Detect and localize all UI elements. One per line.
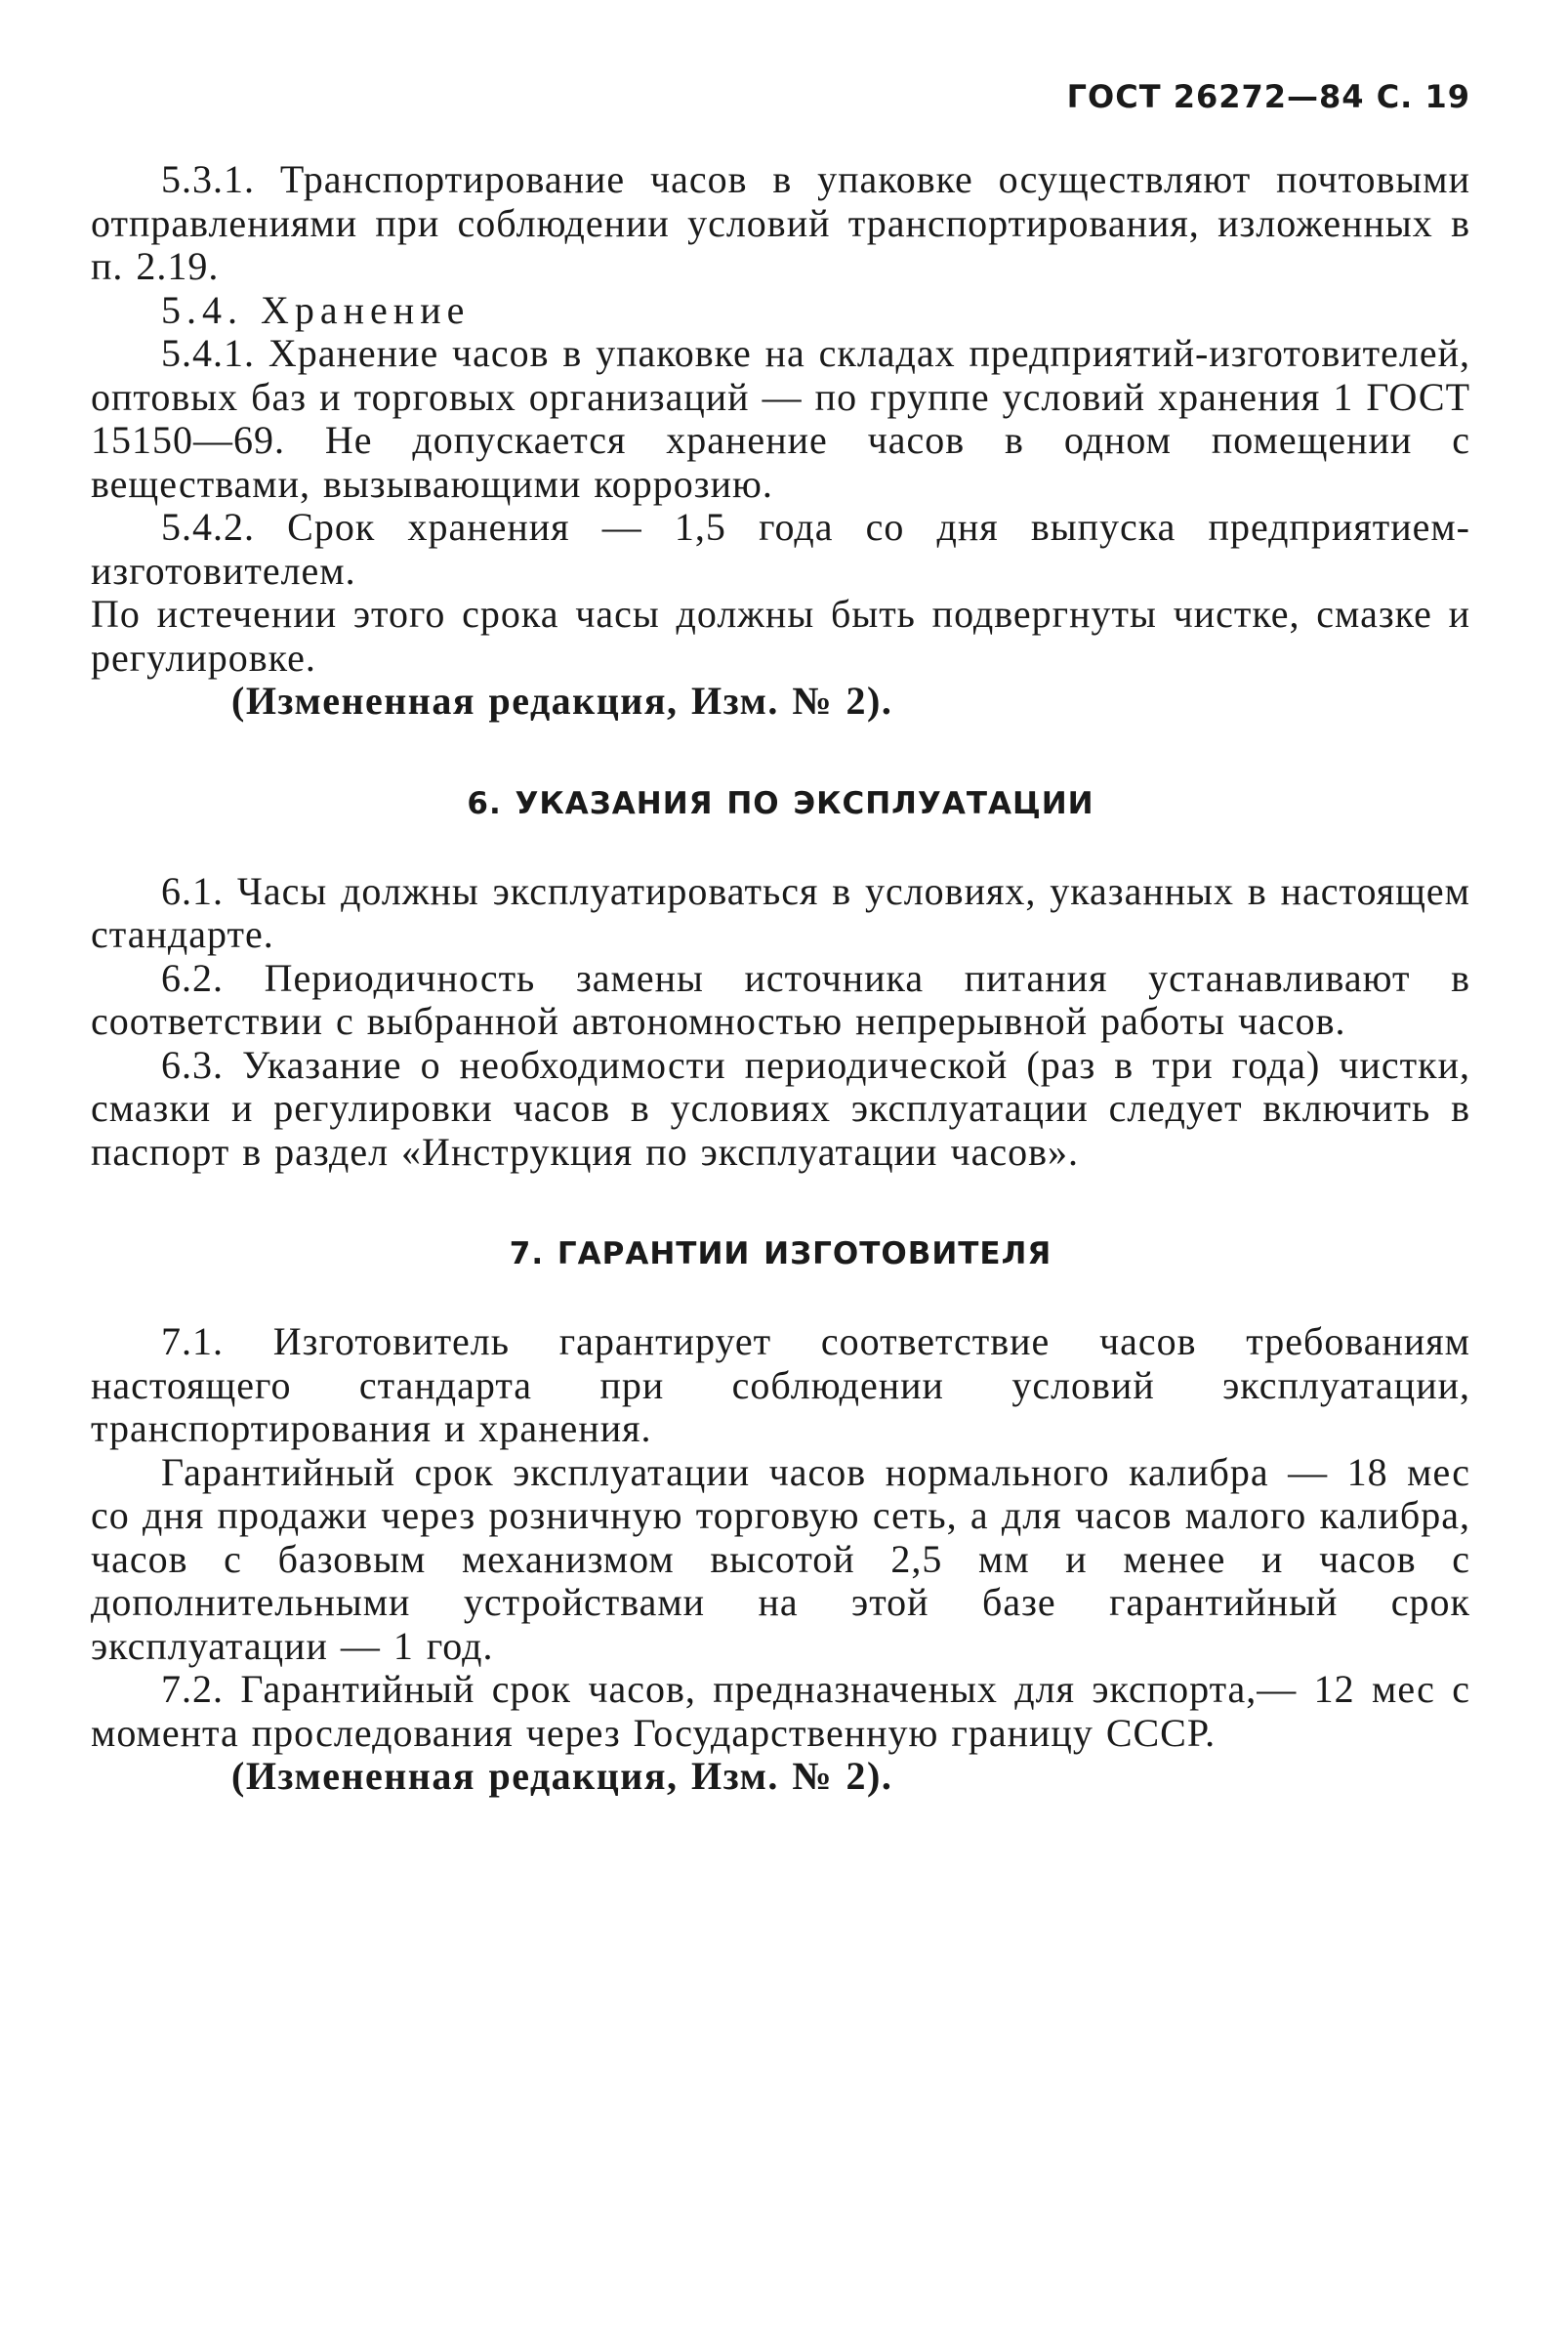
document-body [91,158,1470,1799]
paragraph-6-3: 6.3. Указание о необходимости периодической (раз в три года) чистки, смазки и регулировки часов в условиях эксплуатации следует включить в паспорт в раздел «Инструкция по эксплуатации часов». [91,1042,1470,1174]
paragraph-6-2: 6.2. Периодичность замены источника питания устанавливают в соответствии с выбранной автономностью непрерывной работы часов. [91,955,1470,1043]
paragraph-7-1: 7.1. Изготовитель гарантирует соответствие часов требованиям настоящего стандарта при соблюдении условий эксплуатации, транспортирования и хранения. [91,1319,1470,1450]
amendment-note: (Измененная редакция, Изм. № 2). [231,1754,893,1798]
paragraph-6-1: 6.1. Часы должны эксплуатироваться в условиях, указанных в настоящем стандарте. [91,868,1470,956]
paragraph-7-1-warranty: Гарантийный срок эксплуатации часов нормального калибра — 18 мес со дня продажи через розничную торговую сеть, а для часов малого калибра, часов с базовым механизмом высотой 2,5 мм и менее и часов с дополнительными устройствами на этой базе гарантийный срок эксплуатации — 1 год. [91,1449,1470,1668]
amendment-note: (Измененная редакция, Изм. № 2). [231,679,893,723]
section-heading-6: 6. УКАЗАНИЯ ПО ЭКСПЛУАТАЦИИ [467,785,1094,821]
section-heading-7: 7. ГАРАНТИИ ИЗГОТОВИТЕЛЯ [509,1236,1052,1271]
paragraph-5-4-2-note: По истечении этого срока часы должны быть подвергнуты чистке, смазке и регулировке. [91,592,1470,680]
paragraph-5-4-2: 5.4.2. Срок хранения — 1,5 года со дня выпуска предприятием-изготовителем. [91,505,1470,593]
document-page [91,0,1470,2330]
running-head: ГОСТ 26272—84 С. 19 [1066,78,1470,115]
subsection-title-5-4: 5.4. Хранение [161,287,471,332]
paragraph-5-4-1: 5.4.1. Хранение часов в упаковке на складах предприятий-изготовителей, оптовых баз и торговых организаций — по группе условий хранения 1 ГОСТ 15150—69. Не допускается хранение часов в одном помещении с веществами, вызывающими коррозию. [91,331,1470,506]
paragraph-5-3-1: 5.3.1. Транспортирование часов в упаковке осуществляют почтовыми отправлениями при соблюдении условий транспортирования, изложенных в п. 2.19. [91,157,1470,288]
paragraph-7-2: 7.2. Гарантийный срок часов, предназначеных для экспорта,— 12 мес с момента проследования через Государственную границу СССР. [91,1667,1470,1755]
